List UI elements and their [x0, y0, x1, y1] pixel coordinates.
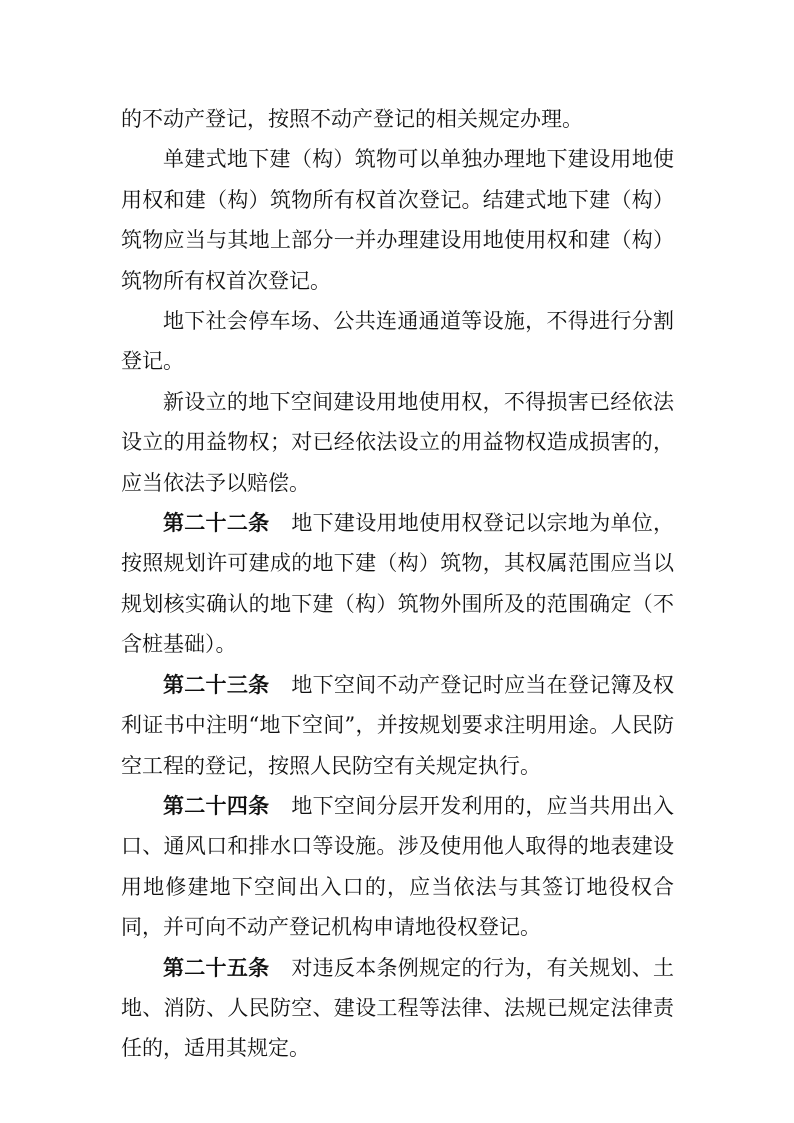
- article-text: 地下空间分层开发利用的，应当共用出入口、通风口和排水口等设施。涉及使用他人取得的地表建设用地修建地下空间出入口的，应当依法与其签订地役权合同，并可向不动产登记机构申请地役权登记。: [121, 793, 675, 940]
- article-number: 第二十三条: [163, 672, 270, 697]
- article-25: [121, 948, 674, 1069]
- article-text: 地下空间不动产登记时应当在登记簿及权利证书中注明“地下空间”，并按规划要求注明用途。人民防空工程的登记，按照人民防空有关规定执行。: [121, 672, 675, 778]
- paragraph-continuation: [121, 99, 674, 139]
- paragraph-text: 新设立的地下空间建设用地使用权，不得损害已经依法设立的用益物权；对已经依法设立的用益物权造成损害的，应当依法予以赔偿。: [121, 389, 674, 495]
- paragraph-underground-registration: [121, 139, 674, 301]
- paragraph-text: 单建式地下建（构）筑物可以单独办理地下建设用地使用权和建（构）筑物所有权首次登记。结建式地下建（构）筑物应当与其地上部分一并办理建设用地使用权和建（构）筑物所有权首次登记。: [121, 147, 674, 293]
- article-number: 第二十二条: [163, 511, 270, 536]
- article-23: [121, 665, 674, 786]
- article-number: 第二十四条: [163, 793, 270, 818]
- article-22: [121, 503, 674, 665]
- article-text: 对违反本条例规定的行为，有关规划、土地、消防、人民防空、建设工程等法律、法规已规定法律责任的，适用其规定。: [121, 955, 675, 1061]
- document-page: [121, 99, 674, 1069]
- article-text: 地下建设用地使用权登记以宗地为单位，按照规划许可建成的地下建（构）筑物，其权属范围应当以规划核实确认的地下建（构）筑物外围所及的范围确定（不含桩基础）。: [121, 511, 675, 657]
- paragraph-parking-facilities: [121, 301, 674, 382]
- paragraph-text: 地下社会停车场、公共连通通道等设施，不得进行分割登记。: [121, 309, 674, 374]
- article-number: 第二十五条: [163, 955, 270, 980]
- paragraph-text: 的不动产登记，按照不动产登记的相关规定办理。: [121, 107, 583, 131]
- paragraph-usufruct: [121, 382, 674, 503]
- article-24: [121, 786, 674, 948]
